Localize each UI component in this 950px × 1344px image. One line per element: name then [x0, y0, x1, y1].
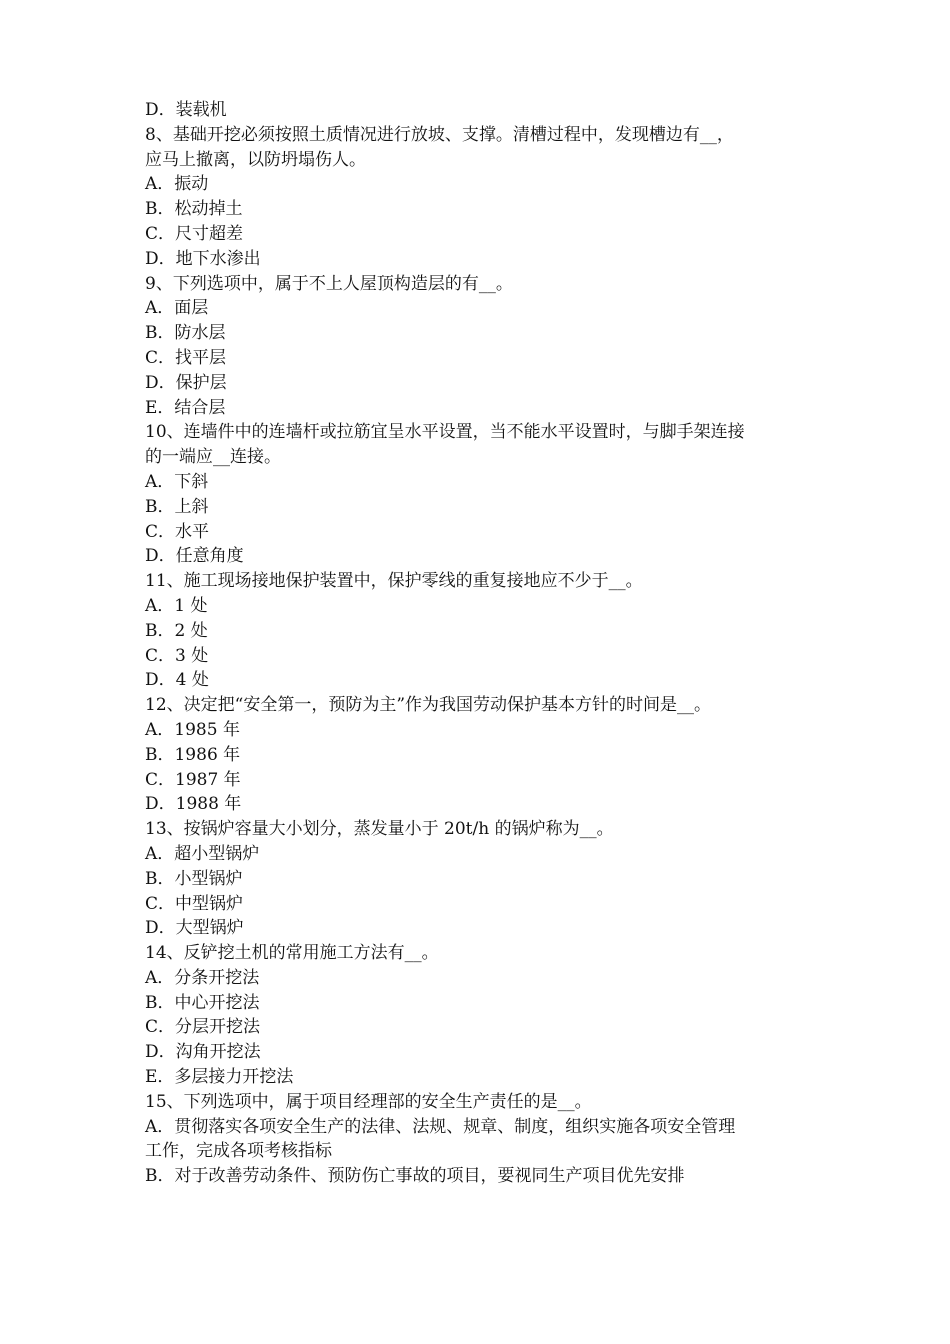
option-b-q14: B．中心开挖法	[145, 992, 260, 1013]
question-15: 15、下列选项中，属于项目经理部的安全生产责任的是__。	[145, 1091, 592, 1112]
option-c-q9: C．找平层	[145, 347, 227, 368]
option-d-q9: D．保护层	[145, 372, 227, 393]
option-b-q12: B．1986 年	[145, 744, 241, 765]
option-d-q12: D．1988 年	[145, 794, 242, 815]
option-e-q9: E．结合层	[145, 397, 226, 418]
option-d-q7: D．装载机	[145, 100, 227, 120]
option-c-q11: C．3 处	[145, 645, 209, 666]
option-d-q13: D．大型锅炉	[145, 918, 244, 939]
option-e-q14: E．多层接力开挖法	[145, 1067, 294, 1088]
question-13: 13、按锅炉容量大小划分，蒸发量小于 20t/h 的锅炉称为__。	[145, 819, 614, 840]
option-b-q13: B．小型锅炉	[145, 868, 243, 889]
question-12: 12、决定把“安全第一，预防为主”作为我国劳动保护基本方针的时间是__。	[145, 695, 712, 716]
option-a-q15-cont: 工作，完成各项考核指标	[145, 1141, 332, 1162]
option-d-q11: D．4 处	[145, 670, 209, 691]
option-a-q10: A．下斜	[145, 471, 209, 492]
option-d-q14: D．沟角开挖法	[145, 1042, 261, 1063]
document-body	[145, 98, 813, 1189]
option-a-q13: A．超小型锅炉	[145, 843, 260, 864]
question-10-cont: 的一端应__连接。	[145, 447, 281, 468]
question-10: 10、连墙件中的连墙杆或拉筋宜呈水平设置，当不能水平设置时，与脚手架连接	[145, 422, 745, 443]
question-8: 8、基础开挖必须按照土质情况进行放坡、支撑。清槽过程中，发现槽边有__，	[145, 124, 734, 145]
option-c-q10: C．水平	[145, 521, 210, 542]
option-c-q13: C．中型锅炉	[145, 893, 244, 914]
option-a-q14: A．分条开挖法	[145, 967, 260, 988]
option-c-q14: C．分层开挖法	[145, 1017, 261, 1038]
question-8-cont: 应马上撤离，以防坍塌伤人。	[145, 149, 366, 170]
option-a-q15: A．贯彻落实各项安全生产的法律、法规、规章、制度，组织实施各项安全管理	[145, 1116, 736, 1137]
question-14: 14、反铲挖土机的常用施工方法有__。	[145, 943, 439, 964]
option-c-q12: C．1987 年	[145, 769, 241, 790]
question-11: 11、施工现场接地保护装置中，保护零线的重复接地应不少于__。	[145, 571, 643, 592]
option-d-q10: D．任意角度	[145, 546, 244, 567]
option-c-q8: C．尺寸超差	[145, 223, 244, 244]
option-b-q8: B．松动掉土	[145, 199, 243, 220]
option-b-q11: B．2 处	[145, 620, 208, 641]
option-a-q11: A．1 处	[145, 595, 208, 616]
option-a-q12: A．1985 年	[145, 719, 240, 740]
option-b-q10: B．上斜	[145, 496, 209, 517]
option-a-q9: A．面层	[145, 298, 209, 319]
option-b-q9: B．防水层	[145, 323, 226, 344]
option-d-q8: D．地下水渗出	[145, 248, 261, 269]
question-9: 9、下列选项中，属于不上人屋顶构造层的有__。	[145, 273, 513, 294]
option-a-q8: A．振动	[145, 174, 209, 195]
option-b-q15: B．对于改善劳动条件、预防伤亡事故的项目，要视同生产项目优先安排	[145, 1166, 685, 1187]
